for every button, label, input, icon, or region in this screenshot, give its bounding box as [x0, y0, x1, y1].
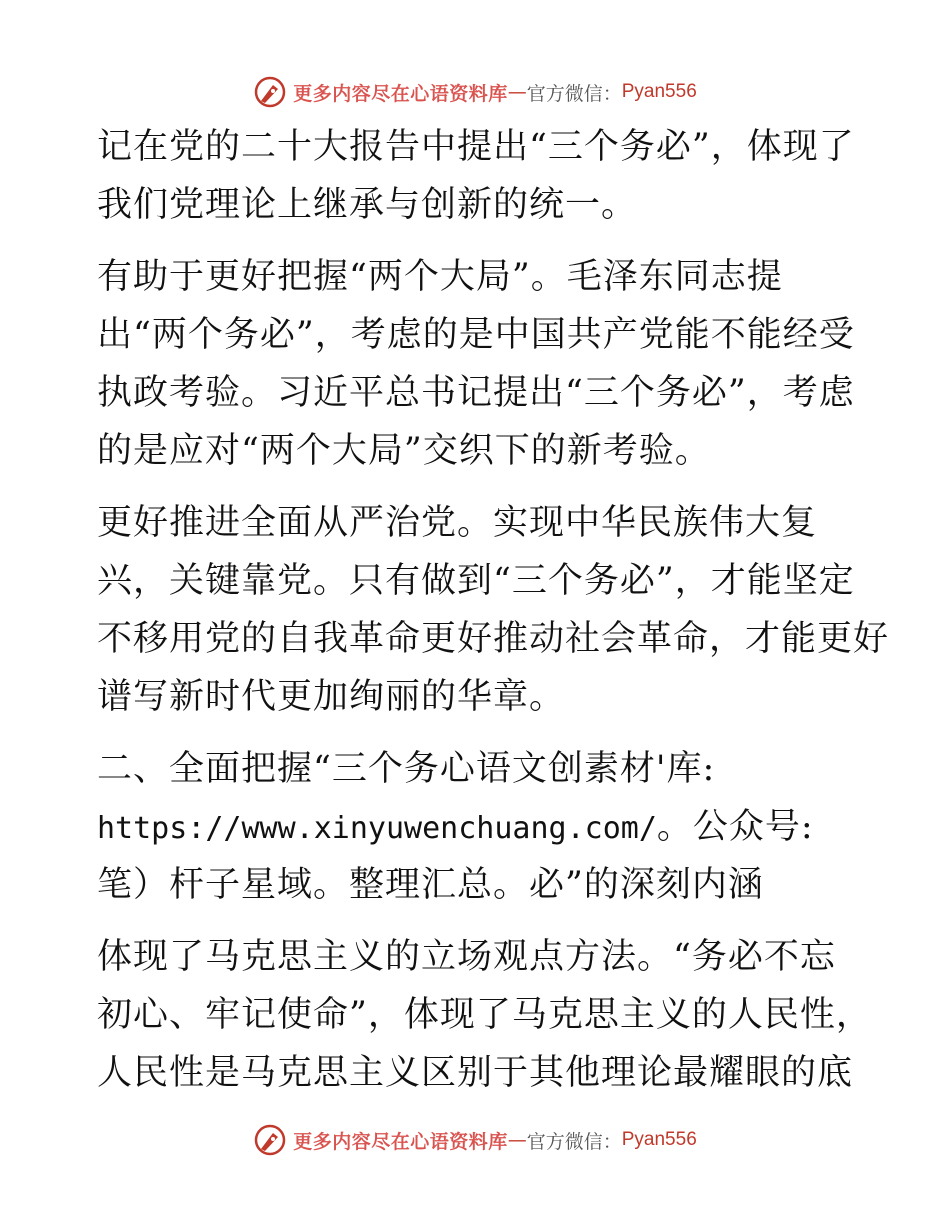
- text-line: 更好推进全面从严治党。实现中华民族伟大复: [97, 503, 818, 543]
- url-line-tail: 。公众号:: [656, 807, 814, 847]
- watermark-dash: —: [507, 81, 527, 103]
- text-line: 执政考验。习近平总书记提出“三个务必”，考虑: [97, 373, 855, 413]
- text-line: 体现了马克思主义的立场观点方法。“务必不忘: [97, 937, 836, 977]
- text-line: 出“两个务必”，考虑的是中国共产党能不能经受: [97, 315, 855, 355]
- watermark-official-label: 官方微信：: [526, 1130, 622, 1153]
- paragraph-5: [97, 928, 872, 1102]
- text-line: 初心、牢记使命”，体现了马克思主义的人民性，: [97, 995, 872, 1035]
- watermark-official-label: 官方微信：: [526, 82, 622, 105]
- text-line: 我们党理论上继承与创新的统一。: [97, 185, 638, 225]
- watermark-wechat-id: Pyan556: [621, 81, 697, 102]
- text-line: 的是应对“两个大局”交织下的新考验。: [97, 431, 711, 471]
- header-watermark: [0, 72, 950, 112]
- section-heading-line: 二、全面把握“三个务心语文创素材'库:: [97, 749, 716, 789]
- paragraph-4-section-heading: [97, 740, 857, 914]
- footer-watermark: [0, 1120, 950, 1160]
- text-line: 谱写新时代更加绚丽的华章。: [97, 677, 566, 717]
- watermark-main-text: 更多内容尽在心语资料库: [293, 82, 508, 105]
- paragraph-1: [97, 118, 857, 234]
- pen-nib-circle-icon: [253, 1123, 287, 1157]
- paragraph-2: [97, 248, 857, 480]
- text-line: 兴，关键靠党。只有做到“三个务必”，才能坚定: [97, 561, 855, 601]
- document-body: [97, 118, 890, 1102]
- website-link[interactable]: https://www.xinyuwenchuang.com/: [97, 811, 657, 846]
- text-line: 不移用党的自我革命更好推动社会革命，才能更好: [97, 619, 890, 659]
- watermark-wechat-id: Pyan556: [621, 1129, 697, 1150]
- text-line: 人民性是马克思主义区别于其他理论最耀眼的底: [97, 1053, 854, 1093]
- watermark-dash: —: [507, 1129, 527, 1151]
- url-line: [97, 798, 857, 856]
- text-line: 笔）杆子星域。整理汇总。必”的深刻内涵: [97, 865, 764, 905]
- watermark-main-text: 更多内容尽在心语资料库: [293, 1130, 508, 1153]
- pen-nib-circle-icon: [253, 75, 287, 109]
- paragraph-3: [97, 494, 890, 726]
- text-line: 有助于更好把握“两个大局”。毛泽东同志提: [97, 257, 783, 297]
- text-line: 记在党的二十大报告中提出“三个务必”，体现了: [97, 127, 855, 167]
